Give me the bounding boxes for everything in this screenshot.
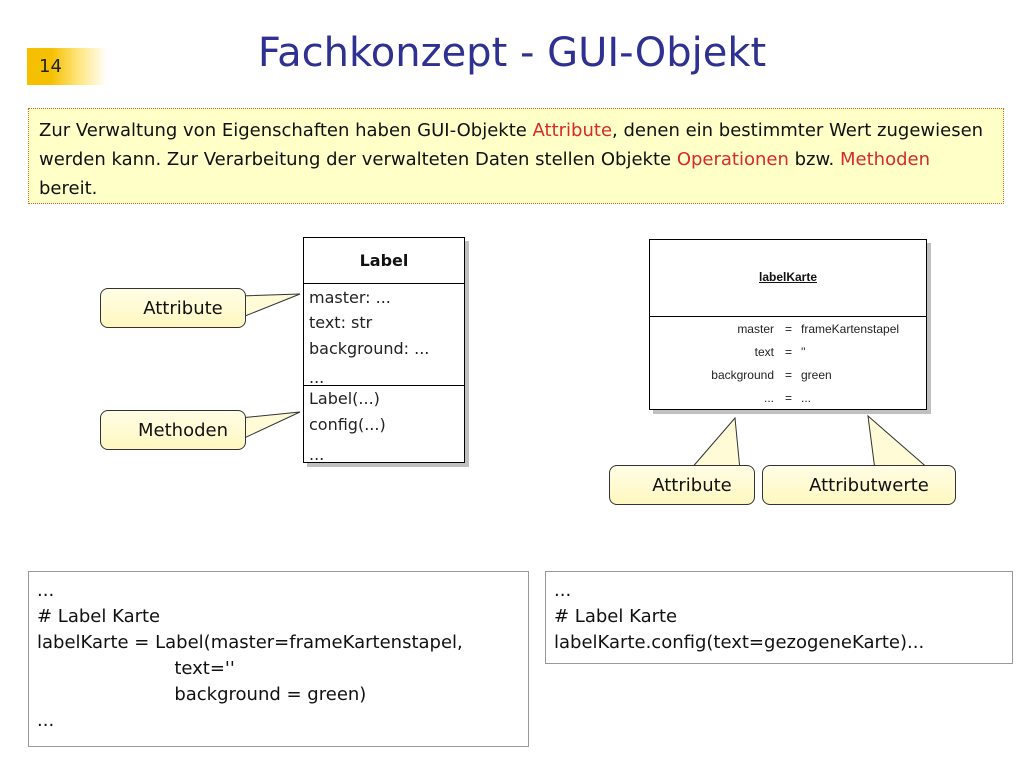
object-row-value: ... — [801, 391, 812, 405]
code-line: ... — [37, 580, 55, 601]
callout-attributwerte: Attributwerte — [762, 465, 956, 505]
code-line: labelKarte = Label(master=frameKartenstapel, — [37, 632, 463, 653]
highlight-operationen: Operationen — [676, 149, 789, 170]
class-divider-attributes — [304, 283, 464, 284]
object-divider — [650, 316, 926, 317]
pointer-attribute-left — [240, 294, 300, 318]
object-diagram-labelkarte — [649, 239, 927, 410]
highlight-methoden: Methoden — [840, 149, 930, 170]
pointer-attribute-right — [690, 418, 740, 470]
object-row-attr: background — [711, 368, 774, 382]
object-row-value: '' — [801, 345, 806, 359]
object-name: labelKarte — [758, 270, 818, 284]
object-row-attr: text — [754, 345, 774, 359]
class-attribute: background: ... — [309, 339, 430, 358]
code-line: # Label Karte — [37, 606, 161, 627]
callout-attribute-right: Attribute — [609, 465, 755, 505]
intro-text: Zur Verwaltung von Eigenschaften haben GUI-Objekte Attribute, denen ein bestimmter Wert zugewiesen werden kann. Zur Verarbeitung der verwalteten Daten stellen Objekte Operationen bzw. Methoden bereit. — [28, 108, 1004, 204]
slide-title: Fachkonzept - GUI-Objekt — [257, 30, 767, 76]
code-line: text='' — [37, 658, 235, 679]
object-row-eq: = — [785, 322, 793, 336]
object-row-value: green — [801, 368, 832, 382]
pointer-methoden — [240, 412, 300, 440]
class-method: ... — [309, 445, 325, 464]
code-box-constructor — [28, 571, 529, 747]
class-method: Label(...) — [309, 389, 380, 408]
object-row-value: frameKartenstapel — [801, 322, 900, 336]
object-row-attr: master — [737, 322, 774, 336]
pointer-attributwerte — [868, 416, 930, 470]
object-row-eq: = — [785, 391, 793, 405]
code-line: background = green) — [37, 684, 367, 705]
object-row-eq: = — [785, 368, 793, 382]
object-row-attr: ... — [763, 391, 774, 405]
highlight-attribute: Attribute — [532, 120, 613, 141]
code-line: ... — [37, 710, 55, 731]
class-divider-methods — [304, 385, 464, 386]
callout-methoden: Methoden — [100, 410, 246, 450]
slide-number: 14 — [27, 48, 107, 85]
class-attribute: master: ... — [309, 288, 391, 307]
callout-attribute-left: Attribute — [100, 288, 246, 328]
class-name: Label — [359, 251, 409, 270]
code-box-config — [545, 571, 1013, 664]
class-attribute: ... — [309, 368, 325, 387]
code-line: ... — [554, 580, 572, 601]
code-line: # Label Karte — [554, 606, 678, 627]
class-diagram-label — [303, 237, 465, 463]
class-method: config(...) — [309, 415, 386, 434]
class-attribute: text: str — [309, 313, 373, 332]
code-line: labelKarte.config(text=gezogeneKarte)... — [554, 632, 925, 653]
object-row-eq: = — [785, 345, 793, 359]
